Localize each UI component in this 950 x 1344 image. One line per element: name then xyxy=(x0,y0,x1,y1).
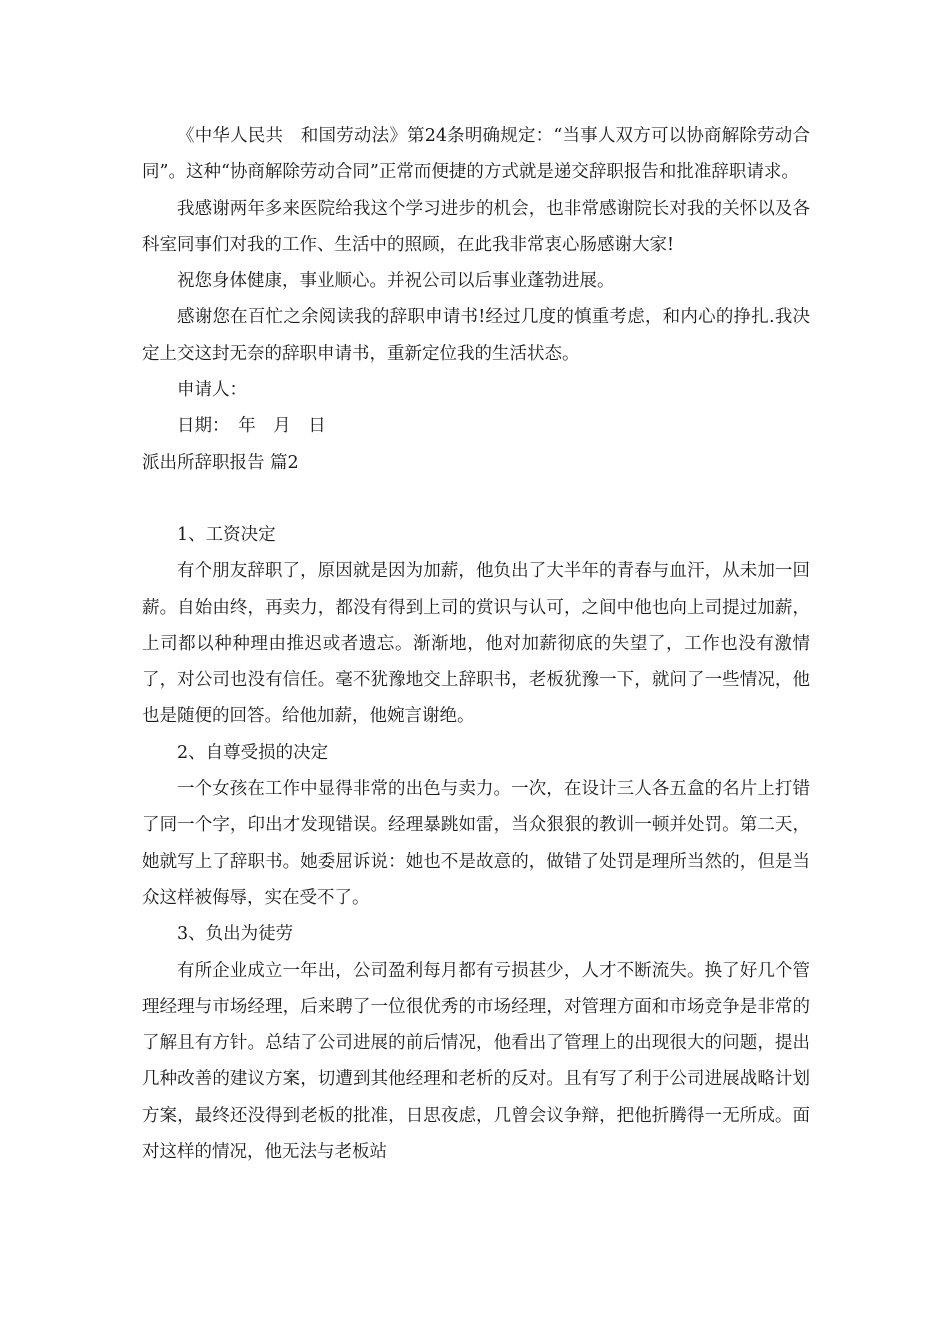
blank-line xyxy=(142,481,810,517)
paragraph: 《中华人民共 和国劳动法》第24条明确规定：“当事人双方可以协商解除劳动合同”。这种“协商解除劳动合同”正常而便捷的方式就是递交辞职报告和批准辞职请求。 xyxy=(142,126,810,183)
paragraph: 1、工资决定 xyxy=(177,524,276,545)
section-heading: 派出所辞职报告 篇2 xyxy=(142,452,299,473)
paragraph: 有所企业成立一年出，公司盈利每月都有亏损甚少，人才不断流失。换了好几个管理经理与市场经理，后来聘了一位很优秀的市场经理，对管理方面和市场竞争是非常的了解且有方针。总结了公司进展的前后情况，他看出了管理上的出现很大的问题，提出几种改善的建议方案，切遭到其他经理和老析的反对。且有写了利于公司进展战略计划方案，最终还没得到老板的批准，日思夜虑，几曾会议争辩，把他折腾得一无所成。面对这样的情况，他无法与老板站 xyxy=(142,960,810,1163)
paragraph: 3、负出为徒劳 xyxy=(177,924,294,945)
paragraph: 有个朋友辞职了，原因就是因为加薪，他负出了大半年的青春与血汗，从未加一回薪。自始由终，再卖力，都没有得到上司的赏识与认可，之间中他也向上司提过加薪，上司都以种种理由推迟或者遗忘。渐渐地，他对加薪彻底的失望了，工作也没有激情了，对公司也没有信任。毫不犹豫地交上辞职书，老板犹豫一下，就问了一些情况，他也是随便的回答。给他加薪，他婉言谢绝。 xyxy=(142,561,810,727)
paragraph: 一个女孩在工作中显得非常的出色与卖力。一次，在设计三人各五盒的名片上打错了同一个字，印出才发现错误。经理暴跳如雷，当众狠狠的教训一顿并处罚。第二天，她就写上了辞职书。她委屈诉说：她也不是故意的，做错了处罚是理所当然的，但是当众这样被侮辱，实在受不了。 xyxy=(142,779,810,908)
paragraph: 祝您身体健康，事业顺心。并祝公司以后事业蓬勃进展。 xyxy=(177,271,615,292)
paragraph: 申请人： xyxy=(177,380,247,401)
paragraph: 日期： 年 月 日 xyxy=(177,416,326,437)
document-body xyxy=(142,118,810,1170)
paragraph: 2、自尊受损的决定 xyxy=(177,742,329,763)
paragraph: 感谢您在百忙之余阅读我的辞职申请书!经过几度的慎重考虑，和内心的挣扎.我决定上交这封无奈的辞职申请书，重新定位我的生活状态。 xyxy=(142,307,810,364)
paragraph: 我感谢两年多来医院给我这个学习进步的机会，也非常感谢院长对我的关怀以及各科室同事们对我的工作、生活中的照顾，在此我非常衷心肠感谢大家! xyxy=(142,198,810,255)
